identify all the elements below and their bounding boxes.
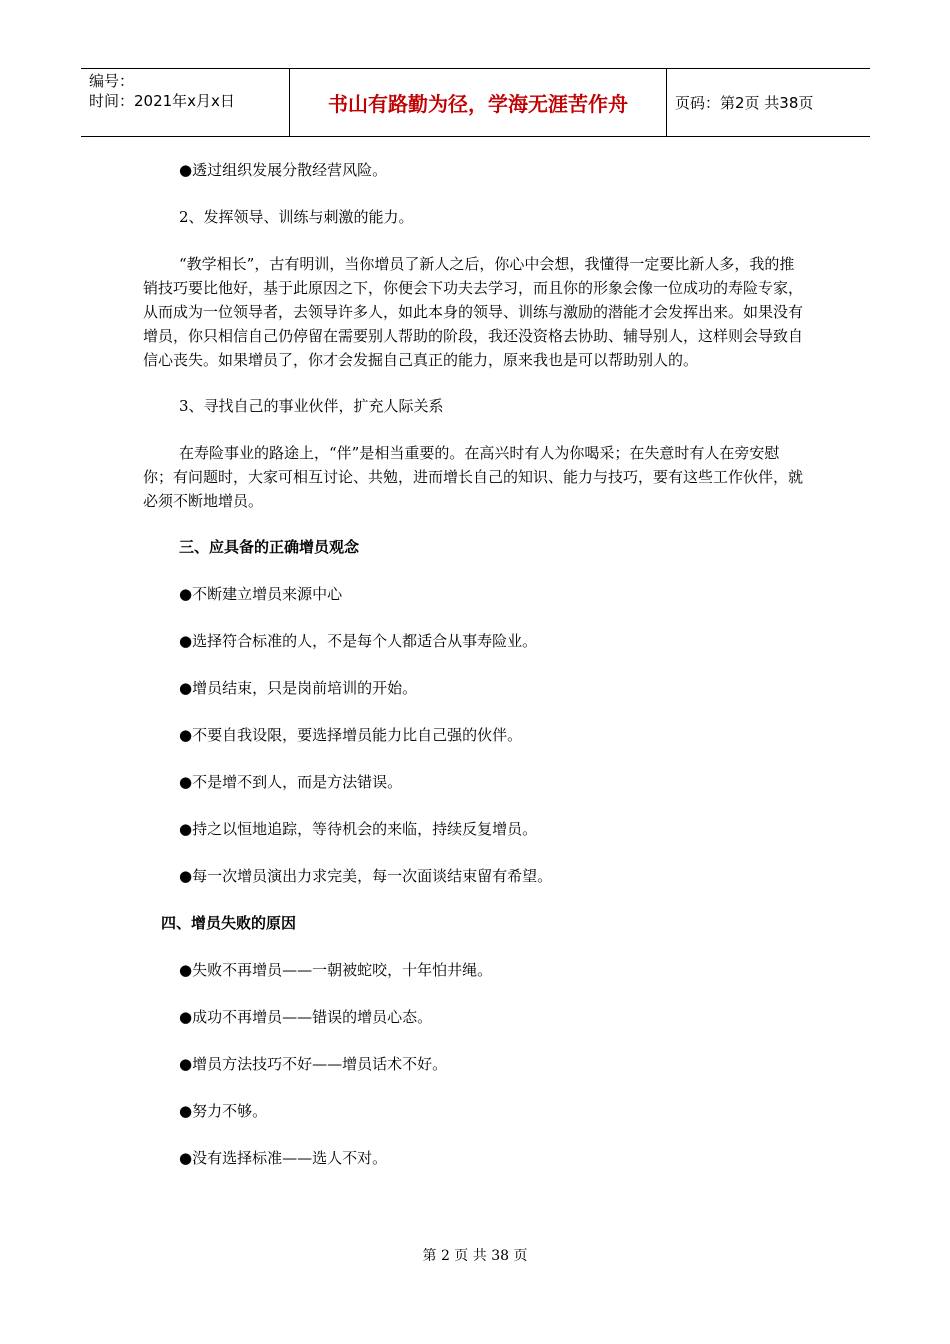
bullet-item: ●增员结束，只是岗前培训的开始。 xyxy=(179,679,418,697)
bullet-item: ●每一次增员演出力求完美，每一次面谈结束留有希望。 xyxy=(179,867,553,885)
bullet-item: ●不是增不到人，而是方法错误。 xyxy=(179,773,403,791)
page-footer: 第 2 页 共 38 页 xyxy=(422,1248,528,1264)
numbered-heading: 2、发挥领导、训练与刺激的能力。 xyxy=(179,208,414,226)
header-page-info: 页码：第2页 共38页 xyxy=(675,94,814,112)
time-label: 时间：2021年x月x日 xyxy=(89,92,235,110)
bullet-item: ●不要自我设限，要选择增员能力比自己强的伙伴。 xyxy=(179,726,523,744)
document-body xyxy=(143,158,803,1193)
bullet-item: ●努力不够。 xyxy=(179,1102,268,1120)
bullet-item: ●增员方法技巧不好——增员话术不好。 xyxy=(179,1055,448,1073)
bullet-item: ●持之以恒地追踪，等待机会的来临，持续反复增员。 xyxy=(179,820,538,838)
bullet-item: ●不断建立增员来源中心 xyxy=(179,585,343,603)
bullet-item: ●没有选择标准——选人不对。 xyxy=(179,1149,388,1167)
header-meta xyxy=(81,69,290,136)
paragraph: 在寿险事业的路途上，“伴”是相当重要的。在高兴时有人为你喝采；在失意时有人在旁安慰你；有问题时，大家可相互讨论、共勉，进而增长自己的知识、能力与技巧，要有这些工作伙伴，就必须不断地增员。 xyxy=(143,444,804,510)
bullet-item: ●透过组织发展分散经营风险。 xyxy=(179,161,388,179)
numbered-heading: 3、寻找自己的事业伙伴，扩充人际关系 xyxy=(179,397,444,415)
bullet-item: ●选择符合标准的人，不是每个人都适合从事寿险业。 xyxy=(179,632,538,650)
number-label: 编号： xyxy=(89,72,135,90)
header-motto: 书山有路勤为径，学海无涯苦作舟 xyxy=(290,69,667,136)
page-header xyxy=(81,68,870,137)
bullet-item: ●失败不再增员——一朝被蛇咬，十年怕井绳。 xyxy=(179,961,493,979)
bullet-item: ●成功不再增员——错误的增员心态。 xyxy=(179,1008,433,1026)
section-heading: 四、增员失败的原因 xyxy=(161,914,297,932)
section-heading: 三、应具备的正确增员观念 xyxy=(179,538,360,556)
paragraph: “教学相长”，古有明训，当你增员了新人之后，你心中会想，我懂得一定要比新人多，我的推销技巧要比他好，基于此原因之下，你便会下功夫去学习，而且你的形象会像一位成功的寿险专家，从而成为一位领导者，去领导许多人，如此本身的领导、训练与激励的潜能才会发挥出来。如果没有增员，你只相信自己仍停留在需要别人帮助的阶段，我还没资格去协助、辅导别人，这样则会导致自信心丧失。如果增员了，你才会发掘自己真正的能力，原来我也是可以帮助别人的。 xyxy=(143,255,804,369)
